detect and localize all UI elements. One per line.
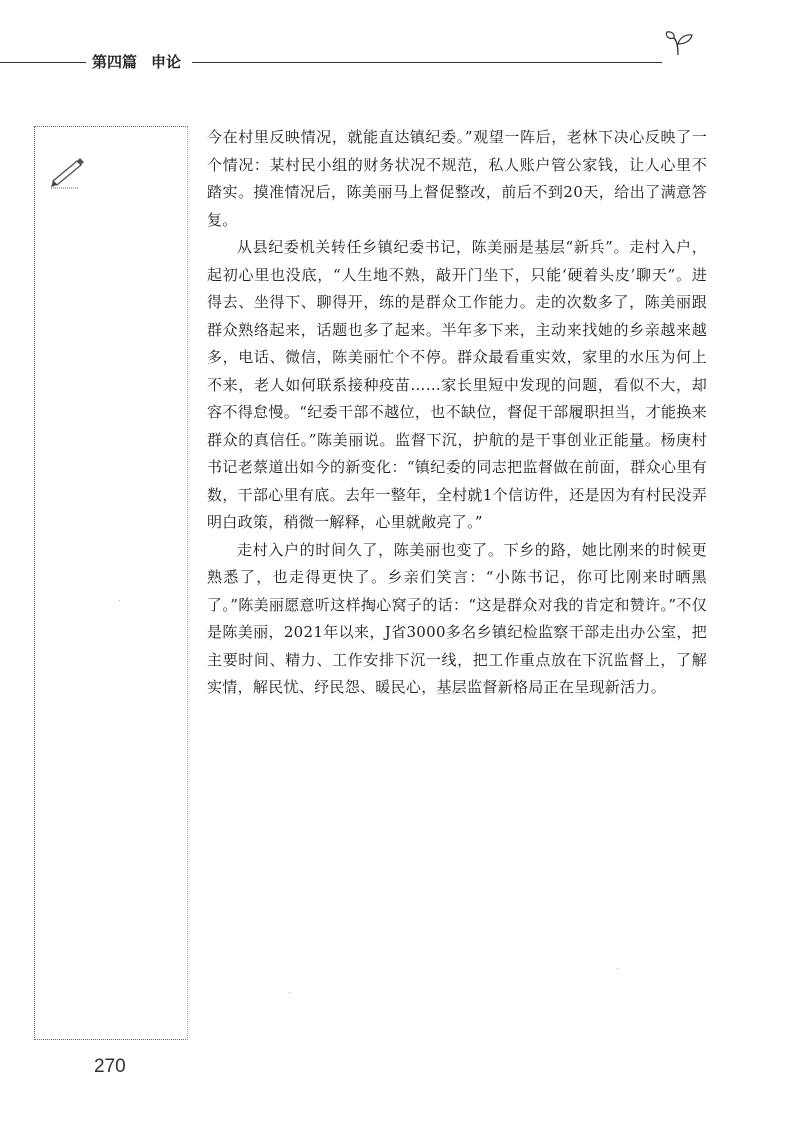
article-body — [207, 124, 707, 702]
sprout-icon — [664, 30, 694, 56]
scan-speck — [617, 968, 618, 969]
header-rule-left — [0, 62, 86, 63]
header-rule-right — [192, 62, 662, 63]
header-title — [92, 51, 181, 72]
paragraph-2: 从县纪委机关转任乡镇纪委书记，陈美丽是基层“新兵”。走村入户，起初心里也没底，“人生地不熟，敲开门坐下，只能‘硬着头皮’聊天”。进得去、坐得下、聊得开，练的是群众工作能力。走的次数多了，陈美丽跟群众熟络起来，话题也多了起来。半年多下来，主动来找她的乡亲越来越多，电话、微信，陈美丽忙个不停。群众最看重实效，家里的水压为何上不来，老人如何联系接种疫苗……家长里短中发现的问题，看似不大，却容不得怠慢。“纪委干部不越位，也不缺位，督促干部履职担当，才能换来群众的真信任。”陈美丽说。监督下沉，护航的是干事创业正能量。杨庚村书记老蔡道出如今的新变化：“镇纪委的同志把监督做在前面，群众心里有数，干部心里有底。去年一整年，全村就1个信访件，还是因为有村民没弄明白政策，稍微一解释，心里就敞亮了。” — [207, 238, 707, 531]
header-section: 申论 — [151, 53, 182, 71]
notes-margin — [34, 126, 188, 1040]
paragraph-3: 走村入户的时间久了，陈美丽也变了。下乡的路，她比刚来的时候更熟悉了，也走得更快了。乡亲们笑言：“小陈书记，你可比刚来时晒黑了。”陈美丽愿意听这样掏心窝子的话：“这是群众对我的肯定和赞许。”不仅是陈美丽，2021年以来，J省3000多名乡镇纪检监察干部走出办公室，把主要时间、精力、工作安排下沉一线，把工作重点放在下沉监督上，了解实情，解民忧、纾民怨、暖民心，基层监督新格局正在呈现新活力。 — [207, 540, 707, 696]
header-part: 第四篇 — [92, 53, 138, 71]
scan-speck — [289, 992, 290, 993]
scan-speck — [119, 600, 120, 601]
pencil-icon — [49, 149, 93, 189]
page-number: 270 — [94, 1056, 126, 1077]
paragraph-1: 今在村里反映情况，就能直达镇纪委。”观望一阵后，老林下决心反映了一个情况：某村民小组的财务状况不规范，私人账户管公家钱，让人心里不踏实。摸准情况后，陈美丽马上督促整改，前后不到20天，给出了满意答复。 — [207, 128, 707, 229]
